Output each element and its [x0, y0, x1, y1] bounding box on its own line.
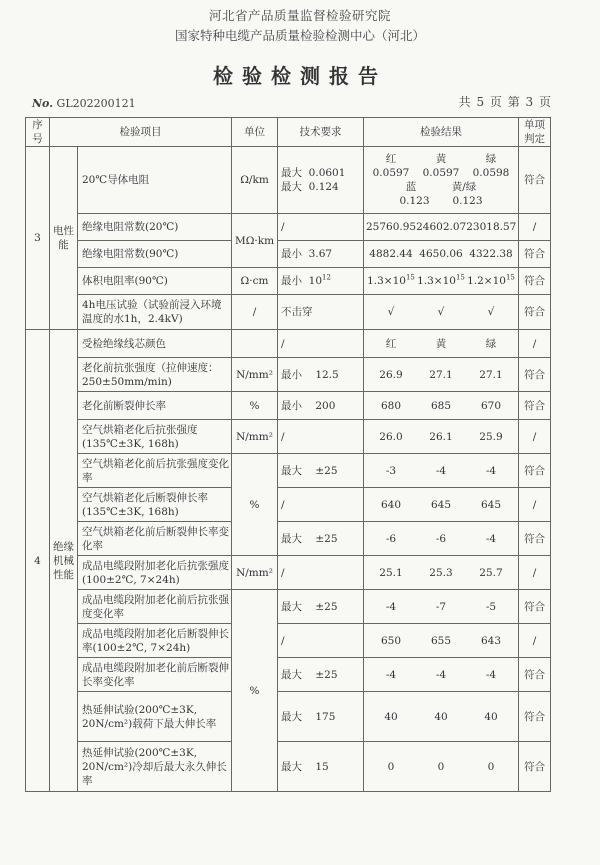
result-value: 25.7 — [479, 566, 503, 579]
result-cell — [364, 147, 519, 214]
requirement-cell — [278, 268, 364, 295]
result-value: 685 — [430, 399, 452, 412]
verdict-cell: 符合 — [519, 241, 551, 268]
table-row — [26, 658, 551, 692]
table-row — [26, 590, 551, 624]
result-cell — [364, 295, 519, 330]
requirement-cell: / — [278, 420, 364, 454]
result-value: 23018.57 — [466, 221, 517, 233]
item-cell: 绝缘电阻常数(20℃) — [78, 214, 232, 241]
result-value: 26.9 — [379, 368, 403, 381]
color-label: 绿 — [485, 153, 497, 165]
results-table — [25, 117, 551, 792]
unit-cell: Ω·cm — [232, 268, 278, 295]
result-value-exponent: 15 — [455, 273, 465, 282]
header-unit: 单位 — [232, 118, 278, 147]
requirement-base: 最小 10 — [281, 275, 323, 287]
table-row — [26, 624, 551, 658]
result-value: -4 — [485, 668, 497, 681]
item-cell: 空气烘箱老化后抗张强度(135℃±3K, 168h) — [78, 420, 232, 454]
result-cell — [364, 692, 519, 742]
result-value-base: 1.2×10 — [467, 275, 506, 287]
result-value: 40 — [484, 710, 498, 723]
item-cell: 成品电缆段附加老化前后抗张强度变化率 — [78, 590, 232, 624]
result-value: 26.0 — [379, 430, 403, 443]
requirement-cell: 最大 0.0601 最大 0.124 — [278, 147, 364, 214]
requirement-cell: 最小 200 — [278, 392, 364, 420]
result-cell — [364, 624, 519, 658]
requirement-cell: / — [278, 488, 364, 522]
result-value: 25760.95 — [366, 221, 417, 233]
result-values — [366, 194, 516, 208]
result-cell — [364, 488, 519, 522]
item-cell: 受检绝缘线芯颜色 — [78, 330, 232, 358]
result-value: 4882.44 — [369, 248, 413, 260]
result-value: 红 — [385, 337, 397, 350]
result-cell — [364, 358, 519, 392]
result-value: 640 — [380, 498, 402, 511]
result-value: 0.0597 — [372, 167, 410, 179]
result-cell — [364, 590, 519, 624]
result-value: -5 — [485, 600, 497, 613]
unit-cell: % — [232, 590, 278, 792]
item-cell: 20℃导体电阻 — [78, 147, 232, 214]
color-labels — [366, 152, 516, 166]
requirement-cell: / — [278, 556, 364, 590]
result-value: 4322.38 — [469, 248, 513, 260]
verdict-cell: / — [519, 488, 551, 522]
center-name: 国家特种电缆产品质量检验检测中心（河北） — [174, 28, 425, 43]
table-row — [26, 214, 551, 241]
result-value: 655 — [430, 634, 452, 647]
item-cell: 空气烘箱老化后断裂伸长率(135℃±3K, 168h) — [78, 488, 232, 522]
group-seq: 3 — [26, 147, 50, 330]
header-verdict: 单项判定 — [519, 118, 551, 147]
result-value: -4 — [435, 464, 447, 477]
unit-cell: % — [232, 454, 278, 556]
result-value: 24602.07 — [416, 221, 467, 233]
table-row — [26, 147, 551, 214]
result-value: 25.1 — [379, 566, 403, 579]
requirement-cell: 最大 ±25 — [278, 522, 364, 556]
requirement-cell: 最大 175 — [278, 692, 364, 742]
verdict-cell: 符合 — [519, 522, 551, 556]
result-value — [467, 274, 515, 288]
result-cell — [364, 742, 519, 792]
item-cell: 老化前抗张强度（拉伸速度：250±50mm/min) — [78, 358, 232, 392]
result-cell — [364, 214, 519, 241]
result-value: 643 — [480, 634, 502, 647]
result-value: 25.9 — [479, 430, 503, 443]
table-row — [26, 454, 551, 488]
requirement-cell: 最大 ±25 — [278, 590, 364, 624]
verdict-cell: 符合 — [519, 692, 551, 742]
item-cell: 成品电缆段附加老化后抗张强度(100±2℃, 7×24h) — [78, 556, 232, 590]
item-cell: 空气烘箱老化前后断裂伸长率变化率 — [78, 522, 232, 556]
unit-cell: MΩ·km — [232, 214, 278, 268]
result-value — [367, 274, 415, 288]
result-value: 25.3 — [429, 566, 453, 579]
color-labels — [366, 180, 516, 194]
verdict-cell: / — [519, 330, 551, 358]
result-value: -6 — [385, 532, 397, 545]
table-row — [26, 241, 551, 268]
result-cell — [364, 556, 519, 590]
table-row — [26, 330, 551, 358]
unit-cell: / — [232, 295, 278, 330]
requirement-cell: 最大 ±25 — [278, 658, 364, 692]
requirement-cell: / — [278, 214, 364, 241]
table-row — [26, 488, 551, 522]
requirement-cell: 最小 12.5 — [278, 358, 364, 392]
group-seq: 4 — [26, 330, 50, 792]
result-value: 670 — [480, 399, 502, 412]
table-row — [26, 522, 551, 556]
color-label: 蓝 — [405, 181, 417, 193]
item-cell: 热延伸试验(200℃±3K, 20N/cm²)冷却后最大永久伸长率 — [78, 742, 232, 792]
requirement-cell: / — [278, 624, 364, 658]
table-row — [26, 420, 551, 454]
result-value: -6 — [435, 532, 447, 545]
result-value: 0.0597 — [422, 167, 460, 179]
verdict-cell: 符合 — [519, 454, 551, 488]
result-value: 0.123 — [399, 195, 430, 207]
header-item: 检验项目 — [50, 118, 232, 147]
result-value: 680 — [380, 399, 402, 412]
result-value: √ — [437, 306, 445, 318]
table-row — [26, 692, 551, 742]
verdict-cell: / — [519, 214, 551, 241]
table-header-row — [26, 118, 551, 147]
result-value — [417, 274, 465, 288]
table-row — [26, 295, 551, 330]
result-cell — [364, 658, 519, 692]
table-row — [26, 358, 551, 392]
table-row — [26, 392, 551, 420]
verdict-cell: 符合 — [519, 295, 551, 330]
result-value: 绿 — [485, 337, 497, 350]
result-value: √ — [387, 306, 395, 318]
report-number-value: GL202200121 — [56, 97, 136, 110]
requirement-exponent: 12 — [322, 273, 331, 282]
header-requirement: 技术要求 — [278, 118, 364, 147]
group-name: 电性能 — [50, 147, 78, 330]
item-cell: 成品电缆段附加老化前后断裂伸长率变化率 — [78, 658, 232, 692]
unit-cell: Ω/km — [232, 147, 278, 214]
result-value: -4 — [435, 668, 447, 681]
result-value: 0.123 — [452, 195, 483, 207]
report-number-prefix: No. — [32, 97, 54, 110]
result-value: -4 — [385, 668, 397, 681]
result-values — [366, 166, 516, 180]
result-value: 0 — [487, 760, 495, 773]
unit-cell — [232, 330, 278, 358]
requirement-cell: 最大 15 — [278, 742, 364, 792]
verdict-cell: / — [519, 420, 551, 454]
table-row — [26, 556, 551, 590]
requirement-cell: 最小 3.67 — [278, 241, 364, 268]
verdict-cell: 符合 — [519, 742, 551, 792]
color-label: 黄/绿 — [451, 181, 477, 193]
verdict-cell: 符合 — [519, 358, 551, 392]
header-seq: 序号 — [26, 118, 50, 147]
result-value: -7 — [435, 600, 447, 613]
result-value: 40 — [434, 710, 448, 723]
result-value: -4 — [485, 532, 497, 545]
result-value: 645 — [430, 498, 452, 511]
unit-cell: N/mm² — [232, 556, 278, 590]
result-value: 0 — [387, 760, 395, 773]
item-cell: 空气烘箱老化前后抗张强度变化率 — [78, 454, 232, 488]
item-cell: 老化前断裂伸长率 — [78, 392, 232, 420]
result-value: 27.1 — [479, 368, 503, 381]
requirement-cell: / — [278, 330, 364, 358]
item-cell: 成品电缆段附加老化后断裂伸长率(100±2℃, 7×24h) — [78, 624, 232, 658]
requirement-cell: 不击穿 — [278, 295, 364, 330]
result-value: 0.0598 — [472, 167, 510, 179]
result-value: -3 — [385, 464, 397, 477]
result-value: 645 — [480, 498, 502, 511]
result-value-exponent: 15 — [505, 273, 515, 282]
report-title: 检验检测报告 — [213, 64, 387, 88]
result-cell — [364, 420, 519, 454]
result-cell — [364, 241, 519, 268]
item-cell: 4h电压试验（试验前浸入环境温度的水1h，2.4kV) — [78, 295, 232, 330]
result-cell — [364, 330, 519, 358]
item-cell: 热延伸试验(200℃±3K, 20N/cm²)载荷下最大伸长率 — [78, 692, 232, 742]
result-value: 40 — [384, 710, 398, 723]
result-value: -4 — [385, 600, 397, 613]
group-name: 绝缘机械性能 — [50, 330, 78, 792]
color-label: 红 — [385, 153, 397, 165]
result-value: 26.1 — [429, 430, 453, 443]
verdict-cell: 符合 — [519, 392, 551, 420]
result-value: -4 — [485, 464, 497, 477]
unit-cell: % — [232, 392, 278, 420]
unit-cell: N/mm² — [232, 420, 278, 454]
result-value-exponent: 15 — [405, 273, 415, 282]
color-label: 黄 — [435, 153, 447, 165]
result-value: 4650.06 — [419, 248, 463, 260]
result-value-base: 1.3×10 — [367, 275, 406, 287]
unit-cell: N/mm² — [232, 358, 278, 392]
item-cell: 绝缘电阻常数(90℃) — [78, 241, 232, 268]
page-indicator: 共 5 页 第 3 页 — [458, 95, 552, 109]
result-value: 黄 — [435, 337, 447, 350]
requirement-cell: 最大 ±25 — [278, 454, 364, 488]
verdict-cell: 符合 — [519, 147, 551, 214]
result-value-base: 1.3×10 — [417, 275, 456, 287]
report-number — [32, 97, 136, 110]
verdict-cell: 符合 — [519, 590, 551, 624]
result-value: 27.1 — [429, 368, 453, 381]
table-row — [26, 268, 551, 295]
result-cell — [364, 392, 519, 420]
item-cell: 体积电阻率(90℃) — [78, 268, 232, 295]
verdict-cell: / — [519, 556, 551, 590]
result-value: √ — [487, 306, 495, 318]
header-result: 检验结果 — [364, 118, 519, 147]
result-value: 650 — [380, 634, 402, 647]
table-row — [26, 742, 551, 792]
result-cell — [364, 454, 519, 488]
result-cell — [364, 268, 519, 295]
verdict-cell: 符合 — [519, 268, 551, 295]
result-cell — [364, 522, 519, 556]
institute-name: 河北省产品质量监督检验研究院 — [208, 8, 391, 23]
verdict-cell: / — [519, 624, 551, 658]
verdict-cell: 符合 — [519, 658, 551, 692]
result-value: 0 — [437, 760, 445, 773]
